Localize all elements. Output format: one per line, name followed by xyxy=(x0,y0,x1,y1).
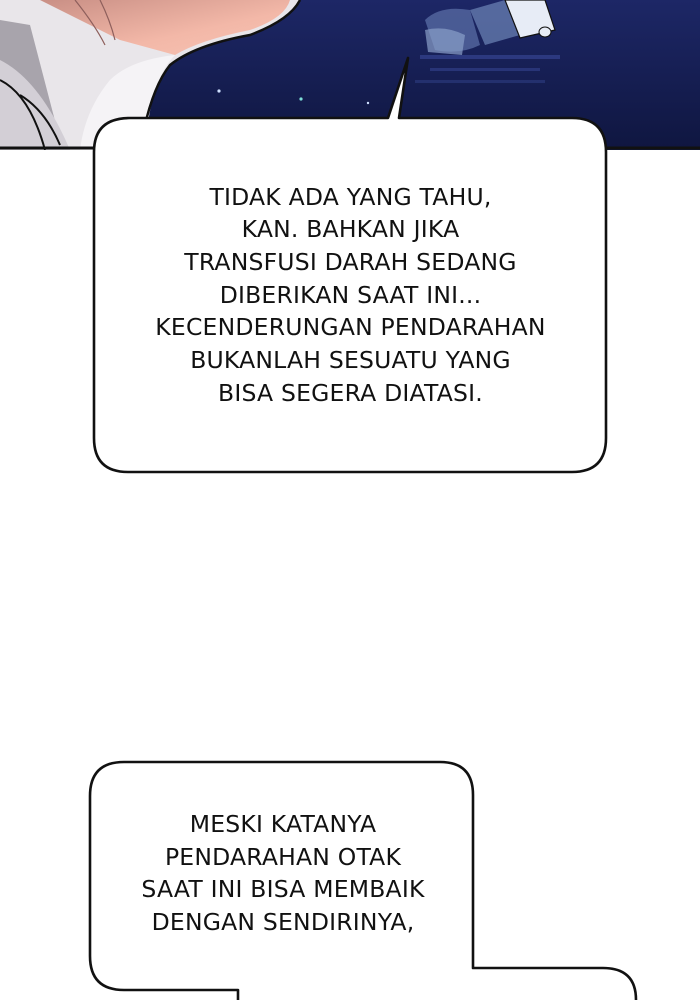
speech-bubble-1-text xyxy=(155,181,545,410)
dialogue-line: TRANSFUSI DARAH SEDANG xyxy=(184,247,517,276)
dialogue-line: TIDAK ADA YANG TAHU, xyxy=(209,182,492,211)
dialogue-line: BISA SEGERA DIATASI. xyxy=(218,378,483,407)
dialogue-line: SAAT INI BISA MEMBAIK xyxy=(141,875,425,904)
dialogue-line: KAN. BAHKAN JIKA xyxy=(241,215,460,244)
dialogue-line: BUKANLAH SESUATU YANG xyxy=(190,346,511,375)
dialogue-line: DENGAN SENDIRINYA, xyxy=(151,908,415,937)
dialogue-line: PENDARAHAN OTAK xyxy=(164,842,402,871)
speech-bubble-1 xyxy=(94,118,607,472)
speech-bubble-2-text xyxy=(100,808,466,939)
dialogue-line: DIBERIKAN SAAT INI... xyxy=(219,280,482,309)
dialogue-line: MESKI KATANYA xyxy=(189,810,377,838)
dialogue-line: KECENDERUNGAN PENDARAHAN xyxy=(155,313,546,342)
speech-bubble-2 xyxy=(100,808,466,939)
